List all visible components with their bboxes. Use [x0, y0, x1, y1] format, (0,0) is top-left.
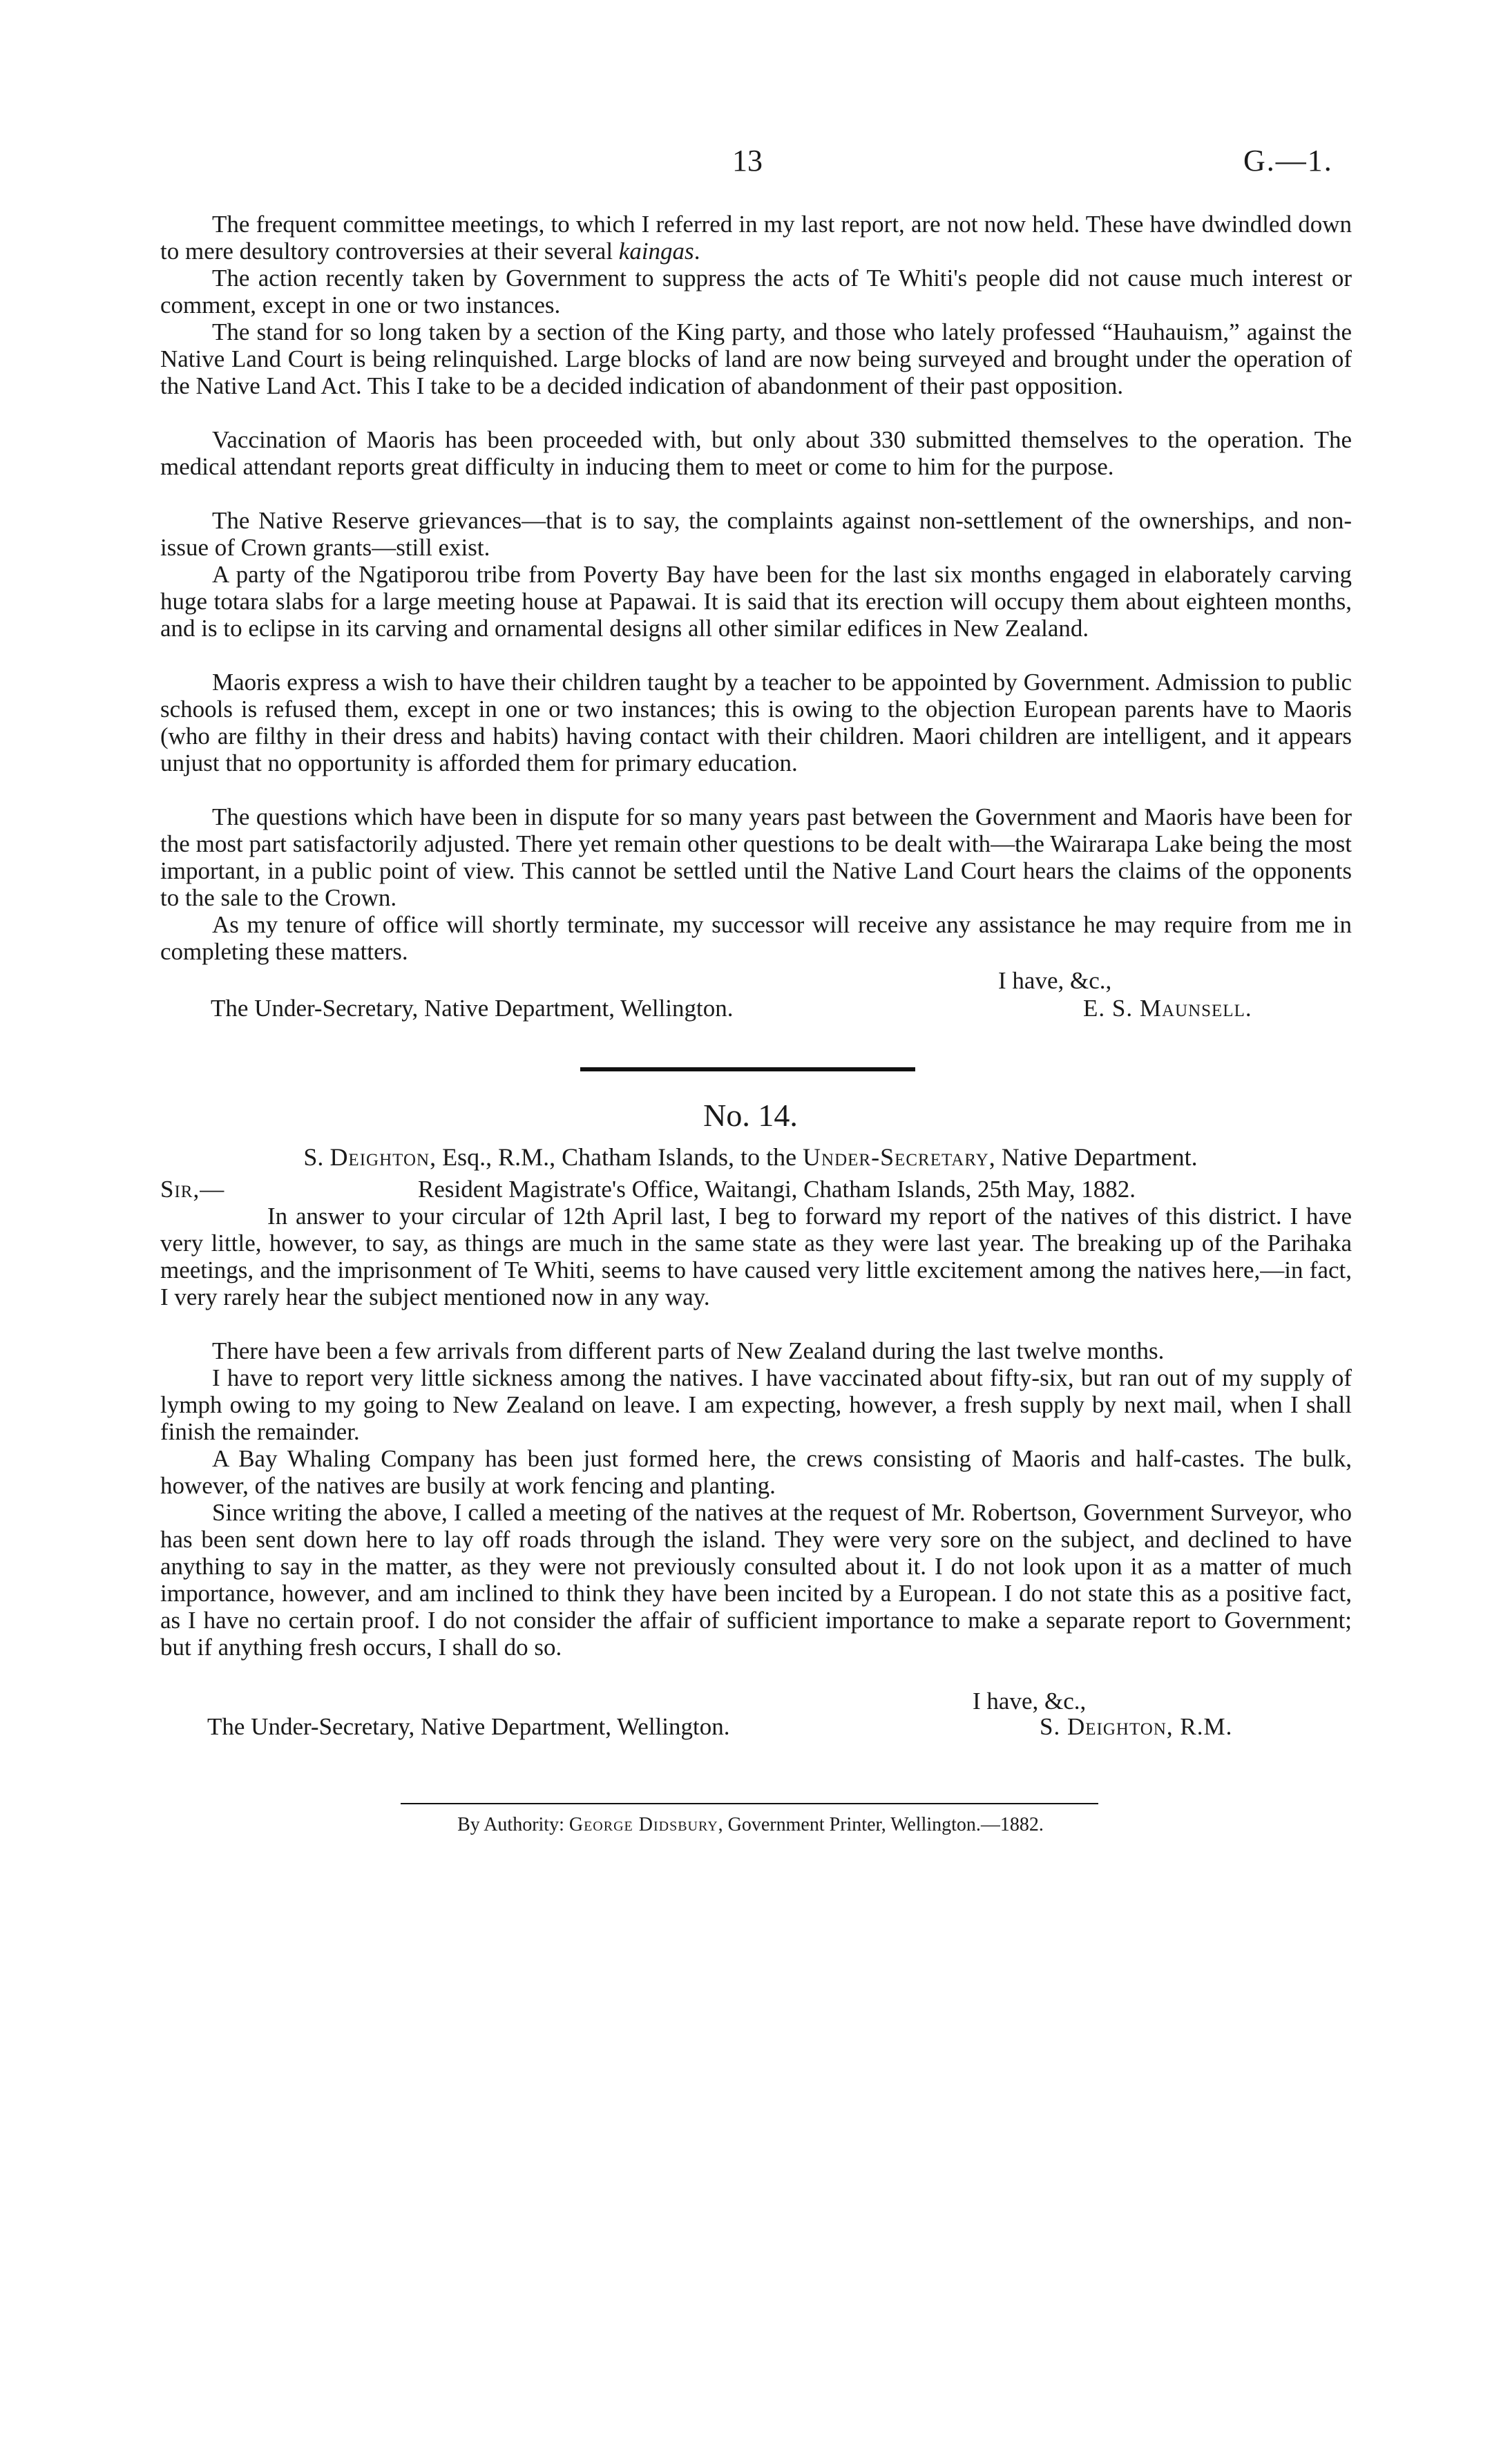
paragraph-text: The frequent committee meetings, to which I referred in my last report, are not now held. These have dwindled down to mere desultory controversies at their several	[160, 211, 1352, 265]
report-addressee: The Under-Secretary, Native Department, Wellington.	[211, 995, 734, 1022]
imprint-text: , Government Printer, Wellington.—1882.	[718, 1814, 1044, 1835]
printer-imprint	[0, 1813, 1501, 1837]
section-divider	[580, 1067, 915, 1071]
letter-paragraph: Since writing the above, I called a meeting of the natives at the request of Mr. Robertson, Government Surveyor, who has been sent down here to lay off roads through the island. They were very sore on the subject, and declined to have anything to say in the matter, as they were not previously consulted about it. I do not look upon it as a matter of much importance, however, and am inclined to think they have been incited by a European. I do not state this as a positive fact, as I have no certain proof. I do not consider the affair of sufficient importance to make a separate report to Government; but if anything fresh occurs, I shall do so.	[160, 1499, 1352, 1661]
heading-recipient: Under-Secretary	[803, 1143, 989, 1171]
letter-heading	[0, 1143, 1501, 1171]
letter-number-title: No. 14.	[703, 1098, 798, 1133]
report-signature: E. S. Maunsell.	[1083, 995, 1252, 1022]
letter-closing: I have, &c.,	[973, 1688, 1087, 1715]
report-paragraph: The action recently taken by Government to suppress the acts of Te Whiti's people did not cause much interest or comment, except in one or two instances.	[160, 265, 1352, 318]
page-number: 13	[732, 144, 763, 178]
heading-text: , Native Department.	[988, 1143, 1198, 1171]
report-paragraph	[160, 211, 1352, 265]
paragraph-text-end: .	[694, 238, 700, 265]
letter-dateline: Resident Magistrate's Office, Waitangi, Chatham Islands, 25th May, 1882.	[418, 1176, 1136, 1203]
report-closing: I have, &c.,	[998, 967, 1112, 994]
report-paragraph: Maoris express a wish to have their children taught by a teacher to be appointed by Government. Admission to public schools is refused them, except in one or two instances; this is owing to the objection European parents have to Maoris (who are filthy in their dress and habits) having contact with their children. Maori children are intelligent, and it appears unjust that no opportunity is afforded them for primary education.	[160, 669, 1352, 776]
report-paragraph: The questions which have been in dispute for so many years past between the Government and Maoris have been for the most part satisfactorily adjusted. There yet remain other questions to be dealt with—the Wairarapa Lake being the most important, in a public point of view. This cannot be settled until the Native Land Court hears the claims of the opponents to the sale to the Crown.	[160, 803, 1352, 911]
report-paragraph: The Native Reserve grievances—that is to say, the complaints against non-settlement of the ownerships, and non-issue of Crown grants—still exist.	[160, 507, 1352, 561]
heading-sender-name: Deighton	[329, 1143, 430, 1171]
letter-signature: S. Deighton, R.M.	[1040, 1713, 1233, 1740]
letter-paragraph: In answer to your circular of 12th April last, I beg to forward my report of the natives of this district. I have very little, however, to say, as things are much in the same state as they were last year. The breaking up of the Parihaka meetings, and the imprisonment of Te Whiti, seems to have caused very little excitement among the natives here,—in fact, I very rarely hear the subject mentioned now in any way.	[160, 1203, 1352, 1310]
letter-addressee: The Under-Secretary, Native Department, Wellington.	[207, 1713, 730, 1740]
report-paragraph: The stand for so long taken by a section of the King party, and those who lately professed “Hauhauism,” against the Native Land Court is being relinquished. Large blocks of land are now being surveyed and brought under the operation of the Native Land Act. This I take to be a decided indication of abandonment of their past opposition.	[160, 318, 1352, 399]
document-reference: G.—1.	[1243, 144, 1333, 178]
paragraph-italic-word: kaingas	[618, 238, 694, 265]
imprint-text: By Authority:	[457, 1814, 569, 1835]
letter-paragraph: There have been a few arrivals from different parts of New Zealand during the last twelve months.	[212, 1337, 1165, 1364]
letter-paragraph: I have to report very little sickness among the natives. I have vaccinated about fifty-six, but ran out of my supply of lymph owing to my going to New Zealand on leave. I am expecting, however, a fresh supply by next mail, when I shall finish the remainder.	[160, 1364, 1352, 1445]
heading-text: , Esq., R.M., Chatham Islands, to the	[430, 1143, 803, 1171]
report-paragraph: As my tenure of office will shortly terminate, my successor will receive any assistance he may require from me in completing these matters.	[160, 911, 1352, 965]
heading-text: S.	[303, 1143, 330, 1171]
letter-paragraph: A Bay Whaling Company has been just formed here, the crews consisting of Maoris and half-castes. The bulk, however, of the natives are busily at work fencing and planting.	[160, 1445, 1352, 1499]
salutation: Sir,—	[160, 1176, 225, 1203]
report-paragraph: Vaccination of Maoris has been proceeded with, but only about 330 submitted themselves to the operation. The medical attendant reports great difficulty in inducing them to meet or come to him for the purpose.	[160, 426, 1352, 480]
report-paragraph: A party of the Ngatiporou tribe from Poverty Bay have been for the last six months engaged in elaborately carving huge totara slabs for a large meeting house at Papawai. It is said that its erection will occupy them about eighteen months, and is to eclipse in its carving and ornamental designs all other similar edifices in New Zealand.	[160, 561, 1352, 642]
footer-rule	[401, 1803, 1098, 1804]
printer-name: George Didsbury	[568, 1814, 718, 1835]
